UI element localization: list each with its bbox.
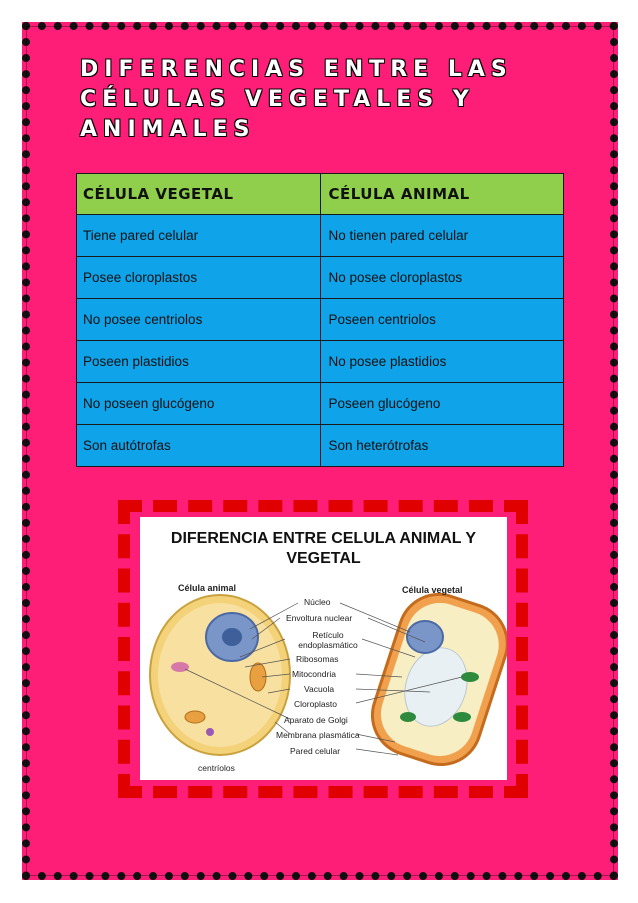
table-row: [77, 383, 564, 425]
table-row: [77, 425, 564, 467]
animal-centriole: [206, 728, 214, 736]
animal-nucleolus: [222, 628, 242, 646]
label-envoltura-nuclear: Envoltura nuclear: [286, 613, 353, 623]
table-row: [77, 299, 564, 341]
label-vacuola: Vacuola: [304, 684, 335, 694]
animal-golgi: [171, 662, 189, 672]
label-mitocondria: Mitocondria: [292, 669, 336, 679]
label-cloroplasto: Cloroplasto: [294, 699, 337, 709]
table-row: [77, 257, 564, 299]
plant-chloroplast-2: [453, 712, 471, 722]
figure-title: DIFERENCIA ENTRE CELULA ANIMAL Y VEGETAL: [170, 530, 477, 567]
table-cell: No poseen glucógeno: [77, 383, 321, 425]
comparison-table: [76, 173, 564, 467]
table-cell: Son autótrofas: [77, 425, 321, 467]
table-header-row: [77, 174, 564, 215]
table-cell: No tienen pared celular: [320, 215, 564, 257]
plant-cell-label: Célula vegetal: [402, 585, 463, 595]
label-reticulo: Retículo endoplasmático: [298, 630, 358, 650]
table-cell: No posee plastidios: [320, 341, 564, 383]
label-pared-celular: Pared celular: [290, 746, 341, 756]
label-aparato-golgi: Aparato de Golgi: [284, 715, 348, 725]
label-centriolos: centríolos: [198, 763, 235, 773]
table-row: [77, 341, 564, 383]
page-title: DIFERENCIAS ENTRE LAS CÉLULAS VEGETALES Y ANIMALES: [80, 57, 513, 142]
table-cell: Posee cloroplastos: [77, 257, 321, 299]
plant-chloroplast-3: [400, 712, 416, 722]
table-cell: Poseen glucógeno: [320, 383, 564, 425]
table-cell: No posee cloroplastos: [320, 257, 564, 299]
animal-mitochondrion-2: [185, 711, 205, 723]
table-cell: No posee centriolos: [77, 299, 321, 341]
table-cell: Tiene pared celular: [77, 215, 321, 257]
header-celula-vegetal: CÉLULA VEGETAL: [77, 174, 321, 215]
label-nucleo: Núcleo: [304, 597, 331, 607]
label-membrana: Membrana plasmática: [276, 730, 360, 740]
table-row: [77, 215, 564, 257]
table-cell: Poseen centriolos: [320, 299, 564, 341]
header-celula-animal: CÉLULA ANIMAL: [320, 174, 564, 215]
table-cell: Poseen plastidios: [77, 341, 321, 383]
animal-cell-label: Célula animal: [178, 583, 237, 593]
label-ribosomas: Ribosomas: [296, 654, 339, 664]
table-cell: Son heterótrofas: [320, 425, 564, 467]
cell-diagram: [140, 517, 507, 780]
plant-chloroplast: [461, 672, 479, 682]
